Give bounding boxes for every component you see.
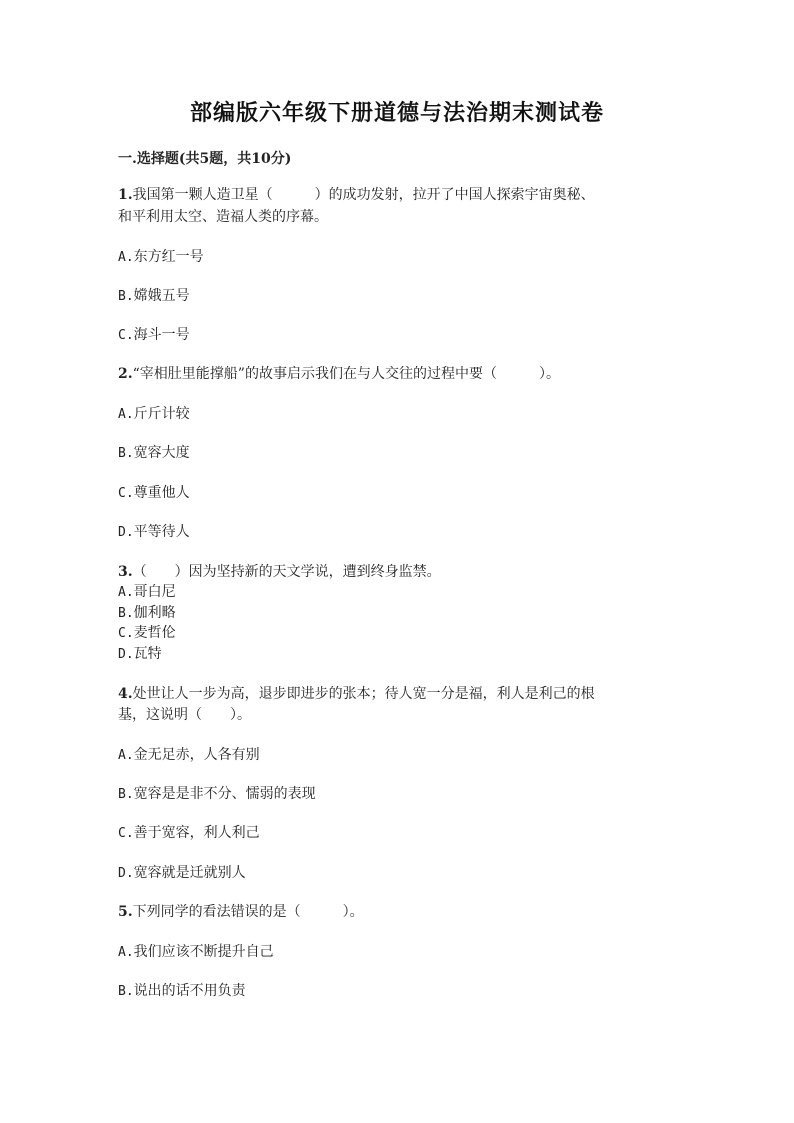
option-letter: D. — [118, 525, 134, 540]
question-number: 4. — [118, 686, 133, 702]
question-text: （ ）因为坚持新的天文学说，遭到终身监禁。 — [132, 564, 441, 580]
option-1a — [118, 246, 698, 269]
option-text: 金无足赤，人各有别 — [133, 747, 260, 763]
option-letter: A. — [118, 585, 134, 600]
option-text: 伽利略 — [133, 605, 176, 621]
option-3d — [118, 643, 698, 666]
option-2c — [118, 482, 698, 505]
option-text: 宽容大度 — [133, 445, 190, 461]
question-number: 2. — [118, 366, 133, 382]
option-3c — [118, 622, 698, 645]
option-letter: D. — [118, 647, 134, 662]
option-4d — [118, 862, 698, 885]
option-text: 东方红一号 — [133, 249, 204, 265]
question-number: 1. — [118, 187, 133, 203]
option-letter: C. — [118, 328, 134, 343]
option-letter: B. — [118, 606, 134, 621]
option-text: 麦哲伦 — [133, 625, 176, 641]
option-4b — [118, 783, 698, 806]
option-text: 哥白尼 — [133, 584, 176, 600]
question-1-line-1 — [118, 184, 698, 206]
option-1b — [118, 285, 698, 308]
option-3a — [118, 581, 698, 604]
option-letter: C. — [118, 486, 134, 501]
option-text: 善于宽容，利人利己 — [133, 825, 260, 841]
section-heading: 一.选择题(共5题，共10分) — [118, 151, 292, 167]
option-text: 斤斤计较 — [133, 406, 190, 422]
option-letter: A. — [118, 945, 134, 960]
option-letter: D. — [118, 866, 134, 881]
option-letter: C. — [118, 826, 134, 841]
question-3-line-1 — [118, 561, 698, 583]
option-letter: B. — [118, 787, 134, 802]
option-1c — [118, 324, 698, 347]
question-text: 基，这说明（ ）。 — [118, 707, 251, 723]
option-text: 尊重他人 — [133, 485, 190, 501]
page-title: 部编版六年级下册道德与法治期末测试卷 — [189, 100, 604, 126]
option-text: 说出的话不用负责 — [133, 983, 246, 999]
option-text: 宽容是是非不分、懦弱的表现 — [133, 786, 316, 802]
option-letter: A. — [118, 748, 134, 763]
question-text: 处世让人一步为高，退步即进步的张本；待人宽一分是福，利人是利己的根 — [132, 686, 595, 702]
question-text: 和平利用太空、造福人类的序幕。 — [118, 209, 328, 225]
option-5a — [118, 941, 698, 964]
option-2a — [118, 403, 698, 426]
option-text: 瓦特 — [133, 646, 162, 662]
question-text: 我国第一颗人造卫星（ ）的成功发射，拉开了中国人探索宇宙奥秘、 — [132, 187, 595, 203]
option-2d — [118, 521, 698, 544]
option-letter: B. — [118, 289, 134, 304]
option-text: 嫦娥五号 — [133, 288, 190, 304]
question-5-line-1 — [118, 901, 698, 923]
question-4-line-2 — [118, 704, 698, 726]
option-5b — [118, 980, 698, 1003]
option-4a — [118, 744, 698, 767]
option-letter: B. — [118, 984, 134, 999]
question-number: 5. — [118, 904, 133, 920]
option-letter: A. — [118, 250, 134, 265]
option-text: 海斗一号 — [133, 327, 190, 343]
question-number: 3. — [118, 564, 133, 580]
question-1-line-2 — [118, 206, 698, 228]
option-text: 宽容就是迁就别人 — [133, 865, 246, 881]
question-text: 下列同学的看法错误的是（ ）。 — [132, 904, 364, 920]
option-text: 我们应该不断提升自己 — [133, 944, 274, 960]
option-2b — [118, 442, 698, 465]
question-text: “宰相肚里能撑船”的故事启示我们在与人交往的过程中要（ ）。 — [132, 366, 560, 382]
option-letter: A. — [118, 407, 134, 422]
question-2-line-1 — [118, 363, 698, 385]
option-4c — [118, 822, 698, 845]
question-4-line-1 — [118, 683, 698, 705]
option-text: 平等待人 — [133, 524, 190, 540]
option-letter: B. — [118, 446, 134, 461]
option-letter: C. — [118, 626, 134, 641]
